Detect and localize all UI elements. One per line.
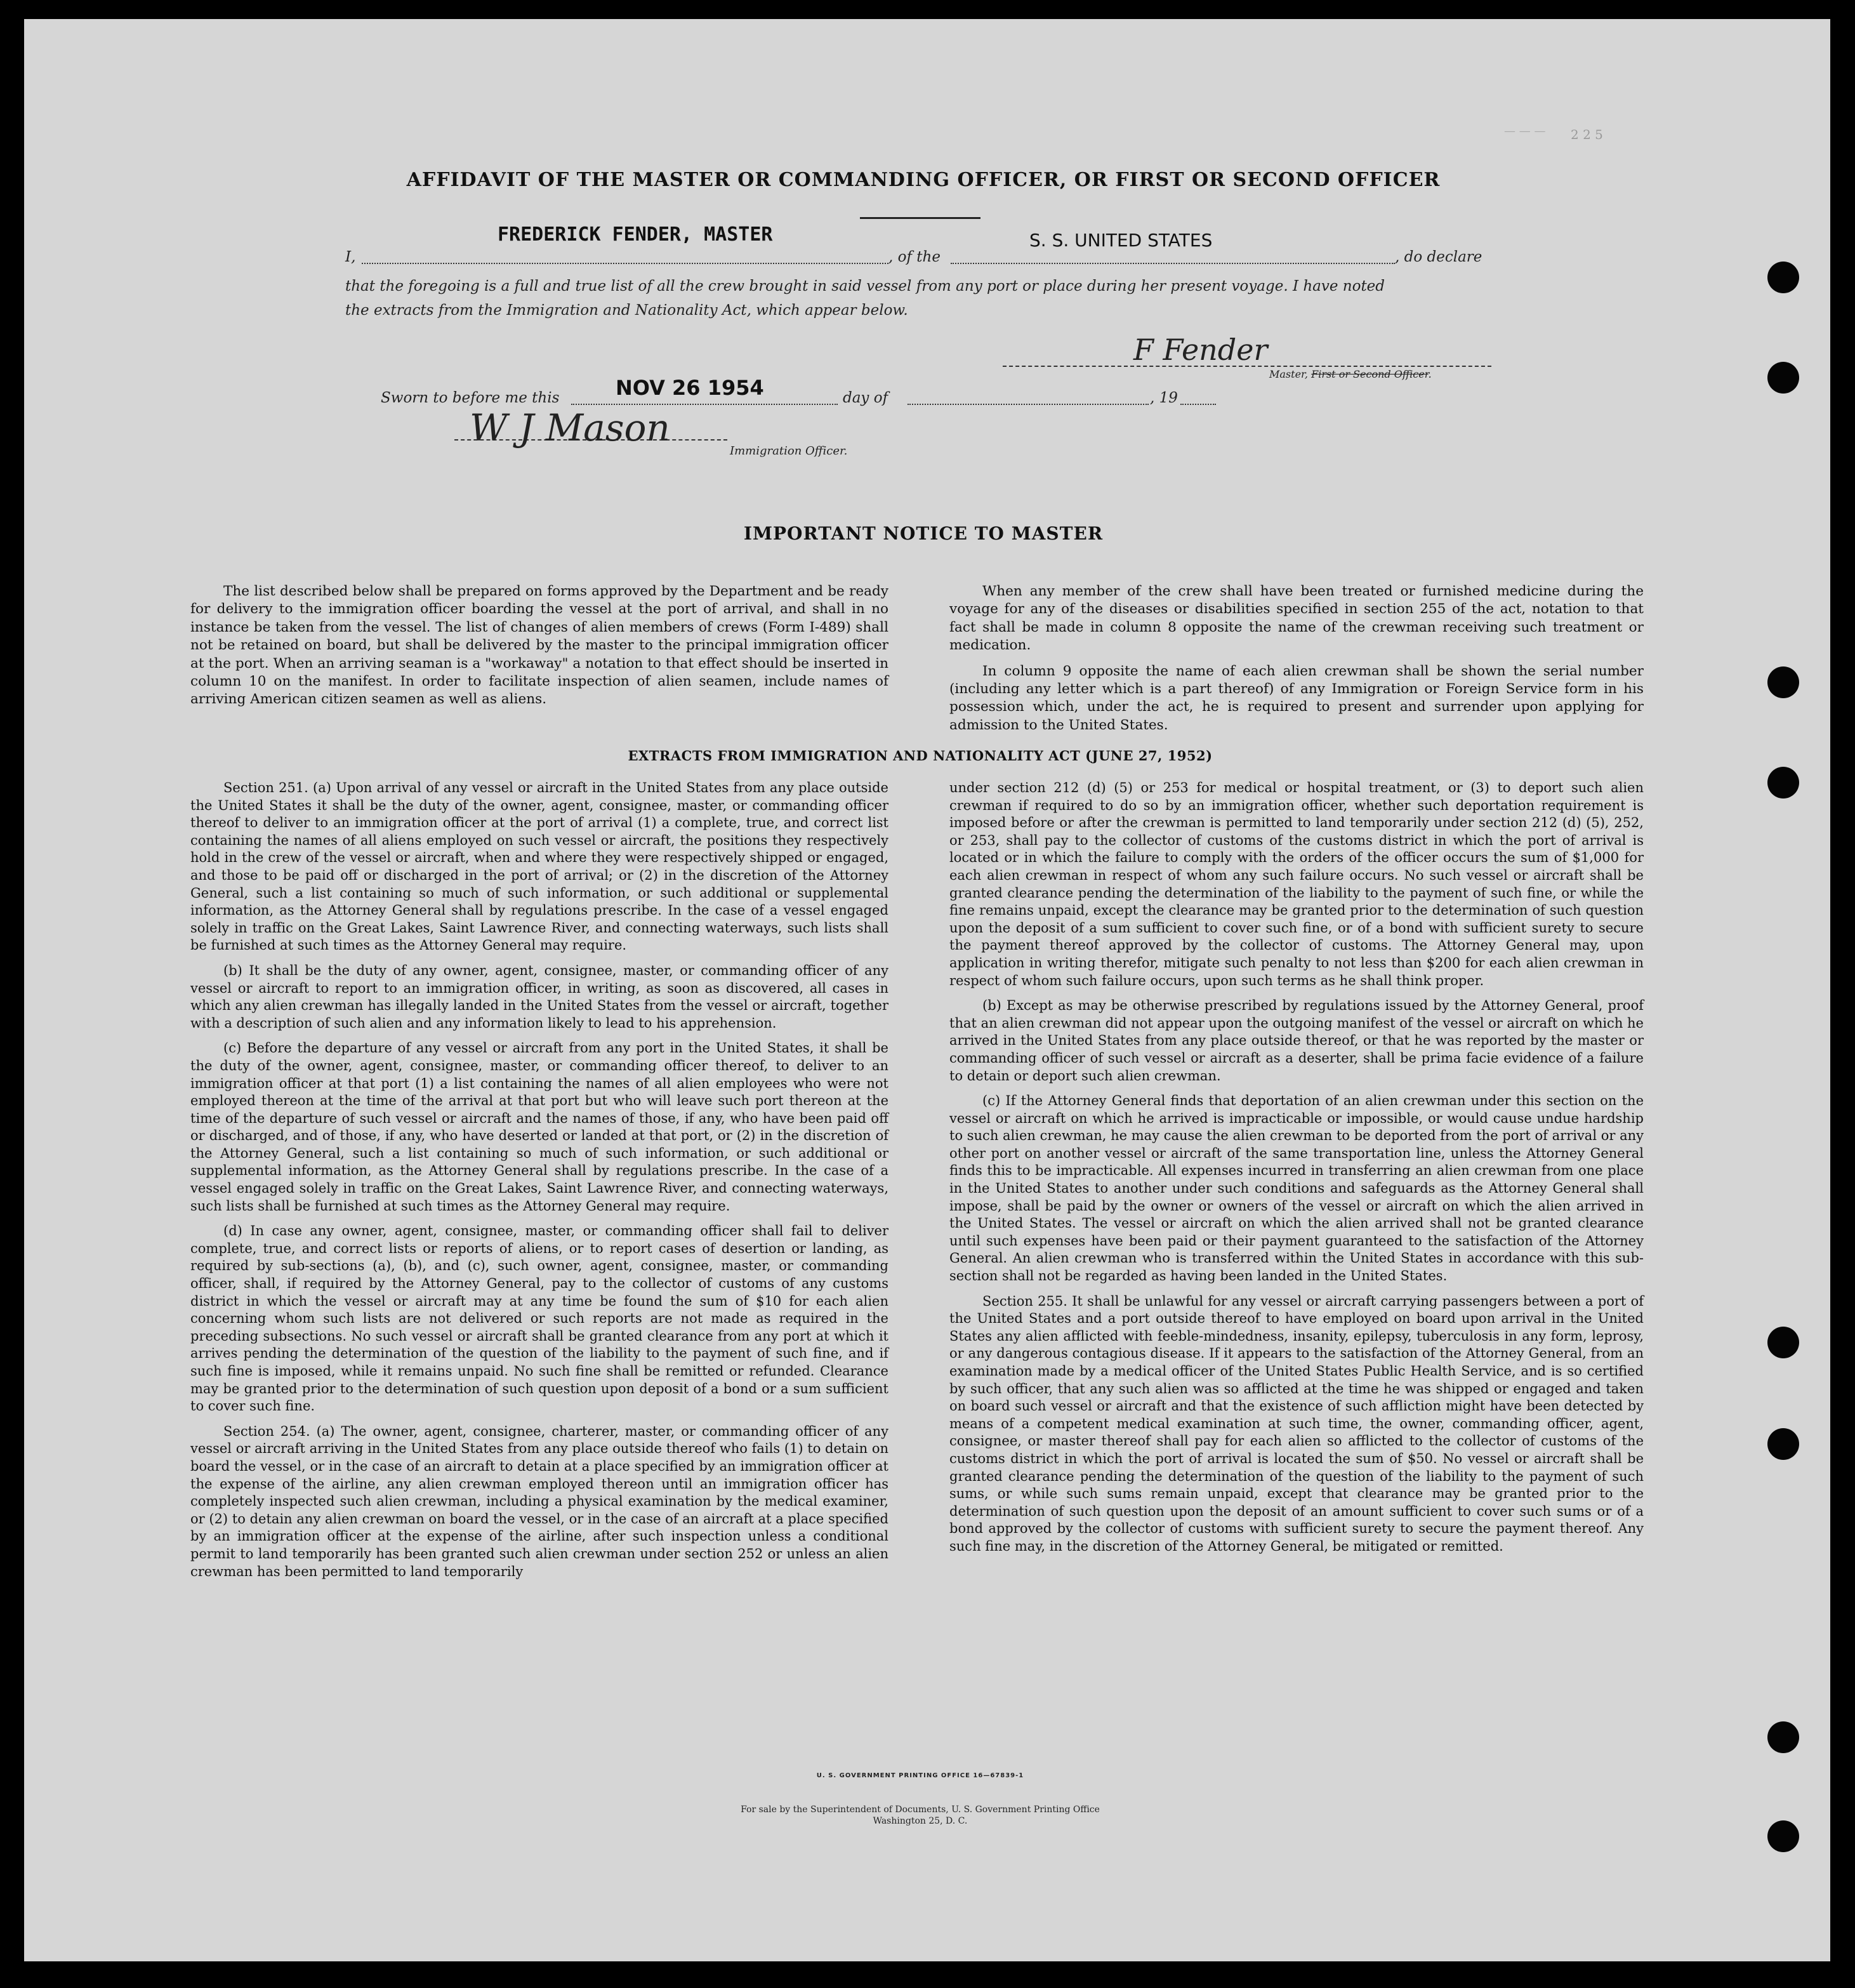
master-signature: F Fender xyxy=(1133,333,1268,367)
declaration-line-2: the extracts from the Immigration and Nationality Act, which appear below. xyxy=(345,302,908,319)
sworn-label: Sworn to before me this xyxy=(381,390,560,406)
master-caption-struck: First or Second Officer xyxy=(1311,368,1429,380)
section-251-a: Section 251. (a) Upon arrival of any vessel or aircraft in the United States from any place outside the United States it shall be the duty of the owner, agent, consignee, master, or commanding officer thereof to deliver to an immigration officer at the port of arrival (1) a complete, true, and correct list containing the names of all aliens employed on such vessel or aircraft, the positions they respectively hold in the crew of the vessel or aircraft, when and where they were respectively shipped or engaged, and those to be paid off or discharged in the port of arrival; or (2) in the discretion of the Attorney General, such a list containing so much of such information, or such additional or supplemental information, as the Attorney General shall by regulations prescribe. In the case of a vessel engaged solely in traffic on the Great Lakes, Saint Lawrence River, and connecting waterways, such lists shall be furnished at such times as the Attorney General may require. xyxy=(190,780,888,953)
year-line xyxy=(1180,404,1216,405)
bleed-through-mark: 2 2 5 xyxy=(1571,127,1603,142)
vessel-line xyxy=(951,263,1395,264)
master-caption xyxy=(1269,368,1432,380)
i-label: I, xyxy=(345,249,356,265)
do-declare-label: , do declare xyxy=(1395,249,1482,265)
extracts-left-column xyxy=(190,779,888,1588)
notice-title: IMPORTANT NOTICE TO MASTER xyxy=(743,523,1104,544)
section-251-d: (d) In case any owner, agent, consignee, master, or commanding officer shall fail to deliver complete, true, and correct lists or reports of aliens, or to report cases of desertion or landing, as required by sub-sections (a), (b), and (c), such owner, agent, consignee, master, or commanding officer, shall, if required by the Attorney General, pay to the collector of customs of any customs district in which the vessel or aircraft may at any time be found the sum of $10 for each alien concerning whom such lists are not delivered or such reports are not made as required in the preceding subsections. No such vessel or aircraft shall be granted clearance from any port at which it arrives pending the determination of the question of the liability to the payment of such fine, and if such fine is imposed, while it remains unpaid. No such fine shall be remitted or refunded. Clearance may be granted prior to the determination of such question upon deposit of a bond or a sum sufficient to cover such fine. xyxy=(190,1223,888,1414)
notice-right-paragraph-1: When any member of the crew shall have been treated or furnished medicine during the voyage for any of the diseases or disabilities specified in section 255 of the act, notation to that fact shall be made in column 8 opposite the name of the crewman receiving such treatment or medication. xyxy=(949,583,1644,654)
for-sale-line-1: For sale by the Superintendent of Documents, U. S. Government Printing Office xyxy=(741,1805,1100,1815)
sworn-date-stamp: NOV 26 1954 xyxy=(616,376,764,400)
section-254-c: (c) If the Attorney General finds that deportation of an alien crewman under this section on the vessel or aircraft on which he arrived is impracticable or impossible, or would cause undue hardship to such alien crewman, he may cause the alien crewman to be deported from the port of arrival or any other port on another vessel or aircraft of the same transportation line, unless the Attorney General finds this to be impracticable. All expenses incurred in transferring an alien crewman from one place in the United States to another under such conditions and safeguards as the Attorney General shall impose, shall be paid by the owner or owners of the vessel or aircraft on which the alien arrived in the United States. The vessel or aircraft on which the alien arrived shall not be granted clearance until such expenses have been paid or their payment guaranteed to the satisfaction of the Attorney General. An alien crewman who is transferred within the United States in accordance with this sub-section shall not be regarded as having been landed in the United States. xyxy=(949,1093,1644,1284)
notice-left-paragraph: The list described below shall be prepared on forms approved by the Department and be ready for delivery to the immigration officer boarding the vessel at the port of arrival, and shall in no instance be taken from the vessel. The list of changes of alien members of crews (Form I-489) shall not be retained on board, but shall be delivered by the master to the principal immigration officer at the port. When an arriving seaman is a "workaway" a notation to that effect should be inserted in column 10 on the manifest. In order to facilitate inspection of alien seamen, include names of arriving American citizen seamen as well as aliens. xyxy=(190,583,888,708)
section-255: Section 255. It shall be unlawful for any vessel or aircraft carrying passengers between a port of the United States and a port outside thereof to have employed on board upon arrival in the United States any alien afflicted with feeble-mindedness, insanity, epilepsy, tuberculosis in any form, leprosy, or any dangerous contagious disease. If it appears to the satisfaction of the Attorney General, from an examination made by a medical officer of the United States Public Health Service, and is so certified by such officer, that any such alien was so afflicted at the time he was shipped or engaged and taken on board such vessel or aircraft and that the existence of such affliction might have been detected by means of a competent medical examination at such time, the owner, commanding officer, agent, consignee, or master thereof shall pay for each alien so afflicted to the collector of customs of the customs district in which the port of arrival is located the sum of $50. No vessel or aircraft shall be granted clearance pending the determination of the question of the liability to the payment of such sums, or while such sums remain unpaid, except that clearance may be granted prior to the determination of such question upon the deposit of an amount sufficient to cover such sums or of a bond approved by the collector of customs with sufficient surety to secure the payment thereof. Any such fine may, in the discretion of the Attorney General, be mitigated or remitted. xyxy=(949,1293,1644,1554)
section-254-a: Section 254. (a) The owner, agent, consignee, charterer, master, or commanding officer of any vessel or aircraft arriving in the United States from any place outside thereof who fails (1) to detain on board the vessel, or in the case of an aircraft to detain at a place specified by an immigration officer at the expense of the airline, any alien crewman employed thereon until an immigration officer has completely inspected such alien crewman, including a physical examination by the medical examiner, or (2) to detain any alien crewman on board the vessel, or in the case of an aircraft at a place specified by an immigration officer at the expense of the airline, after such inspection unless a conditional permit to land temporarily has been granted such alien crewman under section 252 or unless an alien crewman has been permitted to land temporarily xyxy=(190,1423,888,1579)
binder-hole xyxy=(1767,1820,1799,1852)
section-251-c: (c) Before the departure of any vessel or aircraft from any port in the United States, it shall be the duty of the owner, agent, consignee, master, or commanding officer thereof, to deliver to an immigration officer at that port (1) a list containing the names of all alien employees who were not employed thereon at the time of the arrival at that port but who will leave such port thereon at the time of the departure of such vessel or aircraft and the names of those, if any, who have been paid off or discharged, and of those, if any, who have deserted or landed at that port, or (2) in the discretion of the Attorney General, such a list containing so much of such information, or such additional or supplemental information, as the Attorney General shall by regulations prescribe. In the case of a vessel engaged solely in traffic on the Great Lakes, Saint Lawrence River, and connecting waterways, such lists shall be furnished at such times as the Attorney General may require. xyxy=(190,1040,888,1214)
bleed-through-mark: — — — xyxy=(1504,124,1546,138)
of-the-label: , of the xyxy=(888,249,941,265)
year-label: , 19 xyxy=(1150,390,1178,406)
binder-hole xyxy=(1767,1721,1799,1753)
binder-hole xyxy=(1767,767,1799,799)
sworn-date-line xyxy=(571,404,838,405)
declaration-line-1: that the foregoing is a full and true list of all the crew brought in said vessel from any port or place during her present voyage. I have noted xyxy=(345,278,1385,295)
binder-hole xyxy=(1767,262,1799,293)
gpo-imprint: U. S. GOVERNMENT PRINTING OFFICE 16—67839-1 xyxy=(816,1772,1024,1779)
officer-caption: Immigration Officer. xyxy=(730,444,848,458)
extracts-title: EXTRACTS FROM IMMIGRATION AND NATIONALITY ACT (JUNE 27, 1952) xyxy=(628,748,1213,764)
binder-hole xyxy=(1767,362,1799,394)
extracts-right-column xyxy=(949,779,1644,1563)
day-of-label: day of xyxy=(843,390,888,406)
section-254-a-continued: under section 212 (d) (5) or 253 for medical or hospital treatment, or (3) to deport such alien crewman if required to do so by an immigration officer, whether such deportation requirement is imposed before or after the crewman is permitted to land temporarily under section 212 (d) (5), 252, or 253, shall pay to the collector of customs of the customs district in which the port of arrival is located or in which the failure to comply with the orders of the officer occurs the sum of $1,000 for each alien crewman in respect of whom any such failure occurs. No such vessel or aircraft shall be granted clearance pending the determination of the liability to the payment of such fine, or while the fine remains unpaid, except the clearance may be granted prior to the determination of such question upon the deposit of a sum sufficient to cover such fine, or of a bond with sufficient surety to secure the payment thereof approved by the collector of customs. The Attorney General may, upon application in writing therefor, mitigate such penalty to not less than $200 for each alien crewman in respect of whom such failure occurs, upon such terms as he shall think proper. xyxy=(949,780,1644,988)
binder-hole xyxy=(1767,1327,1799,1358)
day-of-line xyxy=(908,404,1149,405)
notice-right-paragraph-2: In column 9 opposite the name of each alien crewman shall be shown the serial number (including any letter which is a part thereof) of any Immigration or Foreign Service form in his possession which, under the act, he is required to present and surrender upon applying for admission to the United States. xyxy=(949,663,1644,733)
section-254-b: (b) Except as may be otherwise prescribed by regulations issued by the Attorney General, proof that an alien crewman did not appear upon the outgoing manifest of the vessel or aircraft on which he arrived in the United States from any place outside thereof, or that he was reported by the master or commanding officer of such vessel or aircraft as a deserter, shall be prima facie evidence of a failure to detain or deport such alien crewman. xyxy=(949,998,1644,1083)
notice-right-column xyxy=(949,583,1644,742)
master-name-line xyxy=(362,263,888,264)
affidavit-title: AFFIDAVIT OF THE MASTER OR COMMANDING OFFICER, OR FIRST OR SECOND OFFICER xyxy=(406,169,1441,191)
for-sale-line-2: Washington 25, D. C. xyxy=(873,1816,968,1826)
binder-hole xyxy=(1767,1428,1799,1460)
officer-signature: W J Mason xyxy=(470,406,670,449)
master-caption-suffix: . xyxy=(1428,368,1432,380)
vessel-name: S. S. UNITED STATES xyxy=(1029,230,1213,251)
master-name: FREDERICK FENDER, MASTER xyxy=(498,223,773,246)
for-sale-notice xyxy=(571,1804,1269,1827)
title-rule xyxy=(860,217,980,219)
binder-hole xyxy=(1767,666,1799,698)
notice-left-column xyxy=(190,583,888,717)
master-caption-prefix: Master, xyxy=(1269,368,1312,380)
section-251-b: (b) It shall be the duty of any owner, agent, consignee, master, or commanding officer of any vessel or aircraft to report to an immigration officer, in writing, as soon as discovered, all cases in which any alien crewman has illegally landed in the United States from the vessel or aircraft, together with a description of such alien and any information likely to lead to his apprehension. xyxy=(190,962,888,1031)
